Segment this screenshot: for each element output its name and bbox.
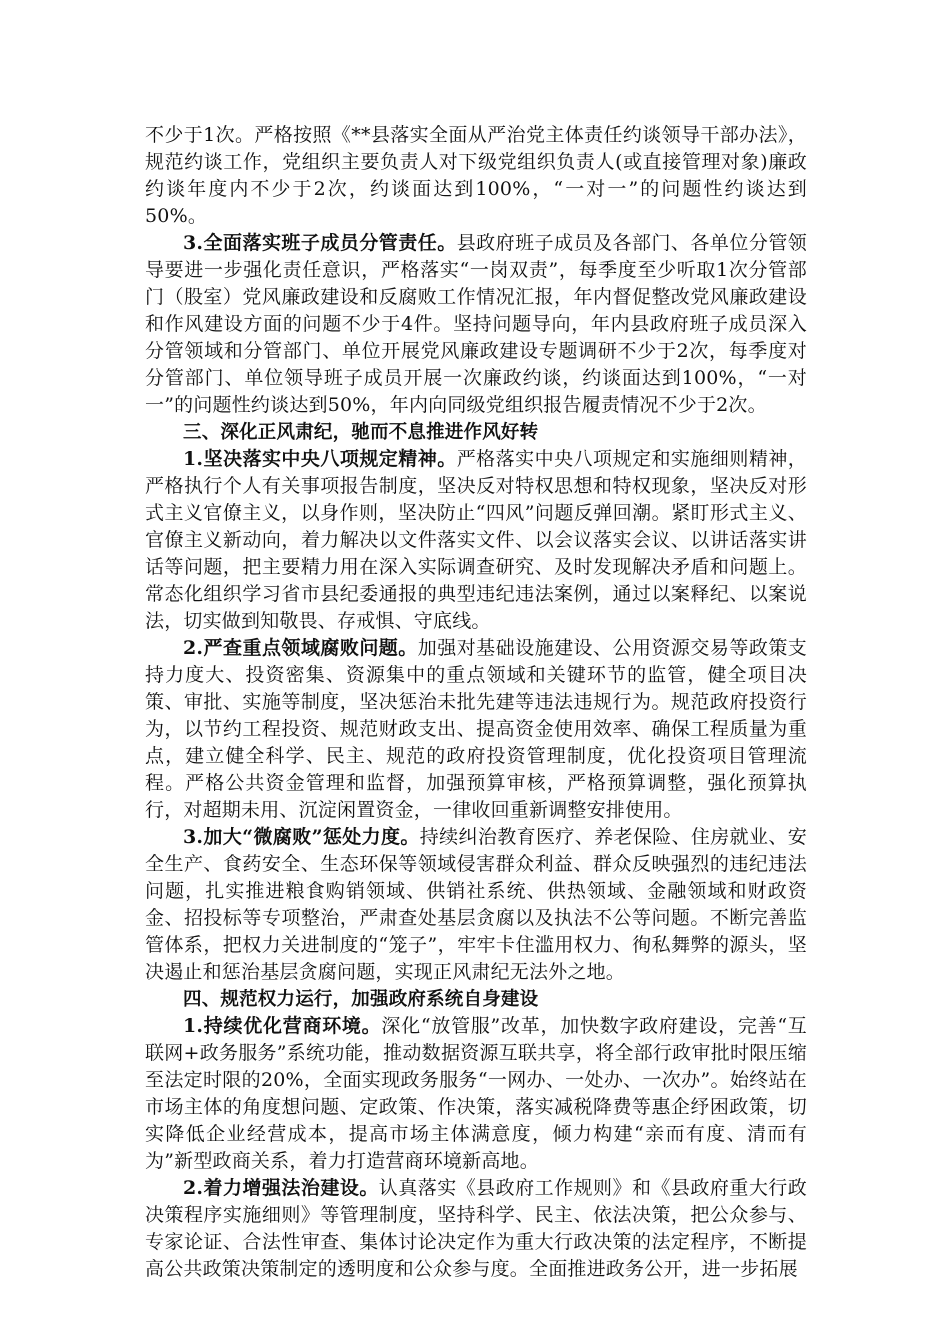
paragraph-3-1 <box>145 230 807 419</box>
paragraph-s3-3 <box>145 824 807 986</box>
paragraph-text: 不少于1次。严格按照《**县落实全面从严治党主体责任约谈领导干部办法》，规范约谈工作，党组织主要负责人对下级党组织负责人(或直接管理对象)廉政约谈年度内不少于2次，约谈面达到100%，“一对一”的问题性约谈达到50%。 <box>145 124 807 227</box>
paragraph-lead: 1.坚决落实中央八项规定精神。 <box>183 448 457 470</box>
paragraph-lead: 1.持续优化营商环境。 <box>183 1015 382 1037</box>
paragraph-s4-2 <box>145 1175 807 1283</box>
paragraph-text: 认真落实《县政府工作规则》和《县政府重大行政决策程序实施细则》等管理制度，坚持科学、民主、依法决策，把公众参与、专家论证、合法性审查、集体讨论决定作为重大行政决策的法定程序，不断提高公共政策决策制定的透明度和公众参与度。全面推进政务公开，进一步拓展 <box>145 1177 807 1280</box>
paragraph-lead: 3.加大“微腐败”惩处力度。 <box>183 826 420 848</box>
paragraph-s3-1 <box>145 446 807 635</box>
paragraph-continuation <box>145 122 807 230</box>
paragraph-text: 持续纠治教育医疗、养老保险、住房就业、安全生产、食药安全、生态环保等领域侵害群众利益、群众反映强烈的违纪违法问题，扎实推进粮食购销领域、供销社系统、供热领域、金融领域和财政资金、招投标等专项整治，严肃查处基层贪腐以及执法不公等问题。不断完善监管体系，把权力关进制度的“笼子”，牢牢卡住滥用权力、徇私舞弊的源头，坚决遏止和惩治基层贪腐问题，实现正风肃纪无法外之地。 <box>145 826 807 983</box>
paragraph-text: 加强对基础设施建设、公用资源交易等政策支持力度大、投资密集、资源集中的重点领域和关键环节的监管，健全项目决策、审批、实施等制度，坚决惩治未批先建等违法违规行为。规范政府投资行为，以节约工程投资、规范财政支出、提高资金使用效率、确保工程质量为重点，建立健全科学、民主、规范的政府投资管理制度，优化投资项目管理流程。严格公共资金管理和监督，加强预算审核，严格预算调整，强化预算执行，对超期未用、沉淀闲置资金，一律收回重新调整安排使用。 <box>145 637 807 821</box>
paragraph-text: 严格落实中央八项规定和实施细则精神，严格执行个人有关事项报告制度，坚决反对特权思想和特权现象，坚决反对形式主义官僚主义，以身作则，坚决防止“四风”问题反弹回潮。紧盯形式主义、官僚主义新动向，着力解决以文件落实文件、以会议落实会议、以讲话落实讲话等问题，把主要精力用在深入实际调查研究、及时发现解决矛盾和问题上。常态化组织学习省市县纪委通报的典型违纪违法案例，通过以案释纪、以案说法，切实做到知敬畏、存戒惧、守底线。 <box>145 448 807 632</box>
paragraph-text: 县政府班子成员及各部门、各单位分管领导要进一步强化责任意识，严格落实“一岗双责”，每季度至少听取1次分管部门（股室）党风廉政建设和反腐败工作情况汇报，年内督促整改党风廉政建设和作风建设方面的问题不少于4件。坚持问题导向，年内县政府班子成员深入分管领域和分管部门、单位开展党风廉政建设专题调研不少于2次，每季度对分管部门、单位领导班子成员开展一次廉政约谈，约谈面达到100%，“一对一”的问题性约谈达到50%，年内向同级党组织报告履责情况不少于2次。 <box>145 232 807 416</box>
paragraph-text: 深化“放管服”改革，加快数字政府建设，完善“互联网+政务服务”系统功能，推动数据资源互联共享，将全部行政审批时限压缩至法定时限的20%，全面实现政务服务“一网办、一处办、一次办”。始终站在市场主体的角度想问题、定政策、作决策，落实减税降费等惠企纾困政策，切实降低企业经营成本，提高市场主体满意度，倾力构建“亲而有度、清而有为”新型政商关系，着力打造营商环境新高地。 <box>145 1015 807 1172</box>
paragraph-lead: 3.全面落实班子成员分管责任。 <box>183 232 457 254</box>
section-heading-4: 四、规范权力运行，加强政府系统自身建设 <box>183 989 539 1010</box>
paragraph-s4-1 <box>145 1013 807 1175</box>
document-body <box>145 122 807 1283</box>
section-heading-3: 三、深化正风肃纪，驰而不息推进作风好转 <box>183 422 539 443</box>
paragraph-lead: 2.着力增强法治建设。 <box>183 1177 379 1199</box>
paragraph-s3-2 <box>145 635 807 824</box>
paragraph-lead: 2.严查重点领域腐败问题。 <box>183 637 418 659</box>
